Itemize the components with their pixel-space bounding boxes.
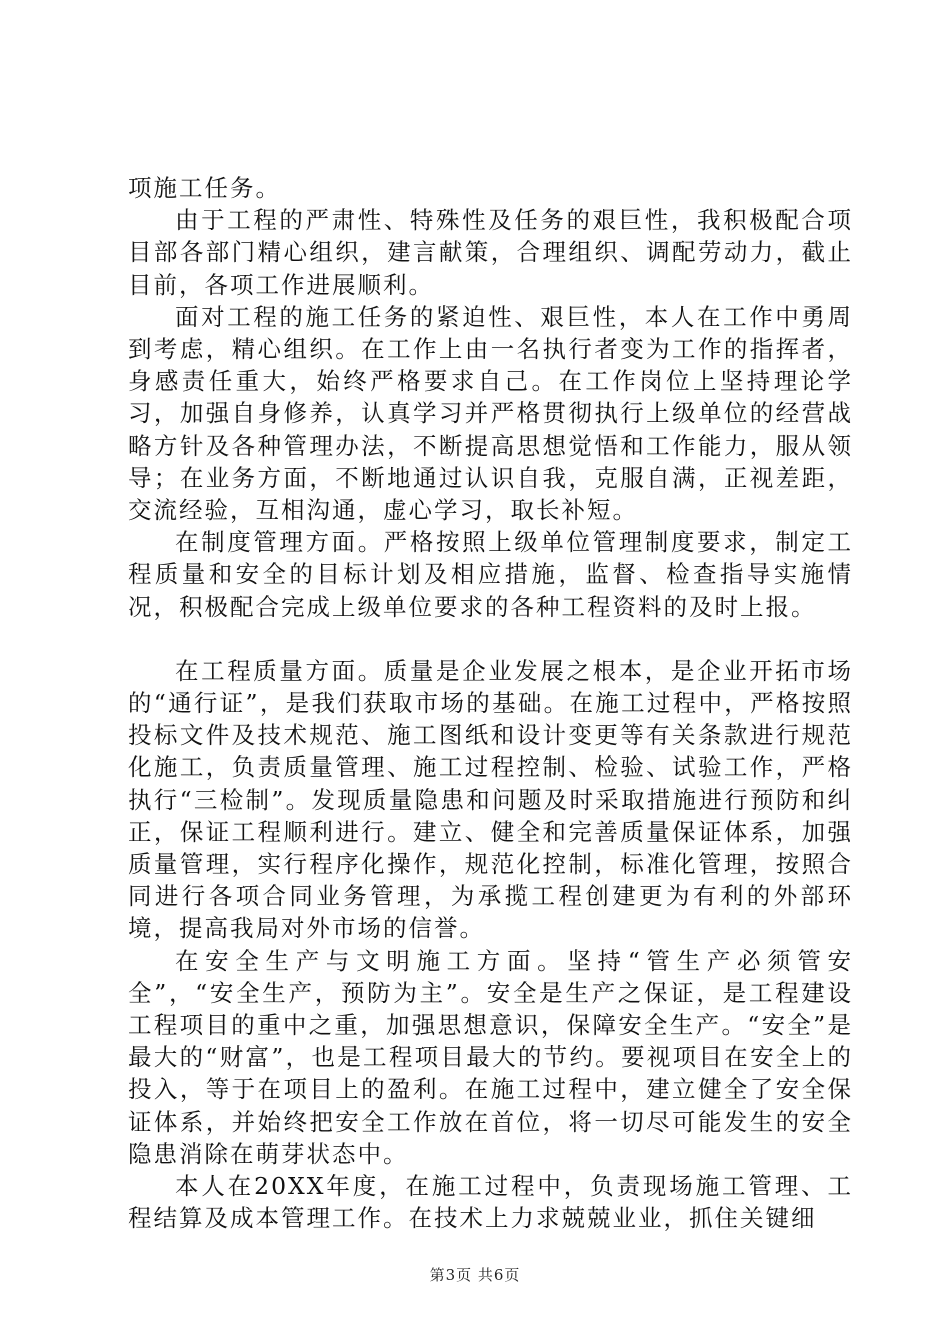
document-body	[128, 172, 853, 1235]
paragraph-annual-work: 本人在20XX年度，在施工过程中，负责现场施工管理、工程结算及成本管理工作。在技术上力求兢兢业业，抓住关键细	[128, 1172, 853, 1233]
paragraph-system-management: 在制度管理方面。严格按照上级单位管理制度要求，制定工程质量和安全的目标计划及相应措施，监督、检查指导实施情况，积极配合完成上级单位要求的各种工程资料的及时上报。	[128, 528, 853, 621]
paragraph-work-attitude: 面对工程的施工任务的紧迫性、艰巨性，本人在工作中勇周到考虑，精心组织。在工作上由一名执行者变为工作的指挥者，身感责任重大，始终严格要求自己。在工作岗位上坚持理论学习，加强自身修养，认真学习并严格贯彻执行上级单位的经营战略方针及各种管理办法，不断提高思想觉悟和工作能力，服从领导；在业务方面，不断地通过认识自我，克服自满，正视差距，交流经验，互相沟通，虚心学习，取长补短。	[128, 302, 853, 525]
paragraph-safety: 在安全生产与文明施工方面。坚持“管生产必须管安全”，“安全生产，预防为主”。安全是生产之保证，是工程建设工程项目的重中之重，加强思想意识，保障安全生产。“安全”是最大的“财富”，也是工程项目最大的节约。要视项目在安全上的投入，等于在项目上的盈利。在施工过程中，建立健全了安全保证体系，并始终把安全工作放在首位，将一切尽可能发生的安全隐患消除在萌芽状态中。	[128, 946, 853, 1168]
page-number-footer: 第3页 共6页	[429, 1266, 521, 1284]
paragraph-gap	[128, 623, 853, 655]
paragraph-quality: 在工程质量方面。质量是企业发展之根本，是企业开拓市场的“通行证”，是我们获取市场的基础。在施工过程中，严格按照投标文件及技术规范、施工图纸和设计变更等有关条款进行规范化施工，负责质量管理、施工过程控制、检验、试验工作，严格执行“三检制”。发现质量隐患和问题及时采取措施进行预防和纠正，保证工程顺利进行。建立、健全和完善质量保证体系，加强质量管理，实行程序化操作，规范化控制，标准化管理，按照合同进行各项合同业务管理，为承揽工程创建更为有利的外部环境，提高我局对外市场的信誉。	[128, 656, 853, 943]
paragraph-project-cooperation: 由于工程的严肃性、特殊性及任务的艰巨性，我积极配合项目部各部门精心组织，建言献策，合理组织、调配劳动力，截止目前，各项工作进展顺利。	[128, 206, 853, 299]
paragraph-continuation: 项施工任务。	[128, 174, 281, 202]
